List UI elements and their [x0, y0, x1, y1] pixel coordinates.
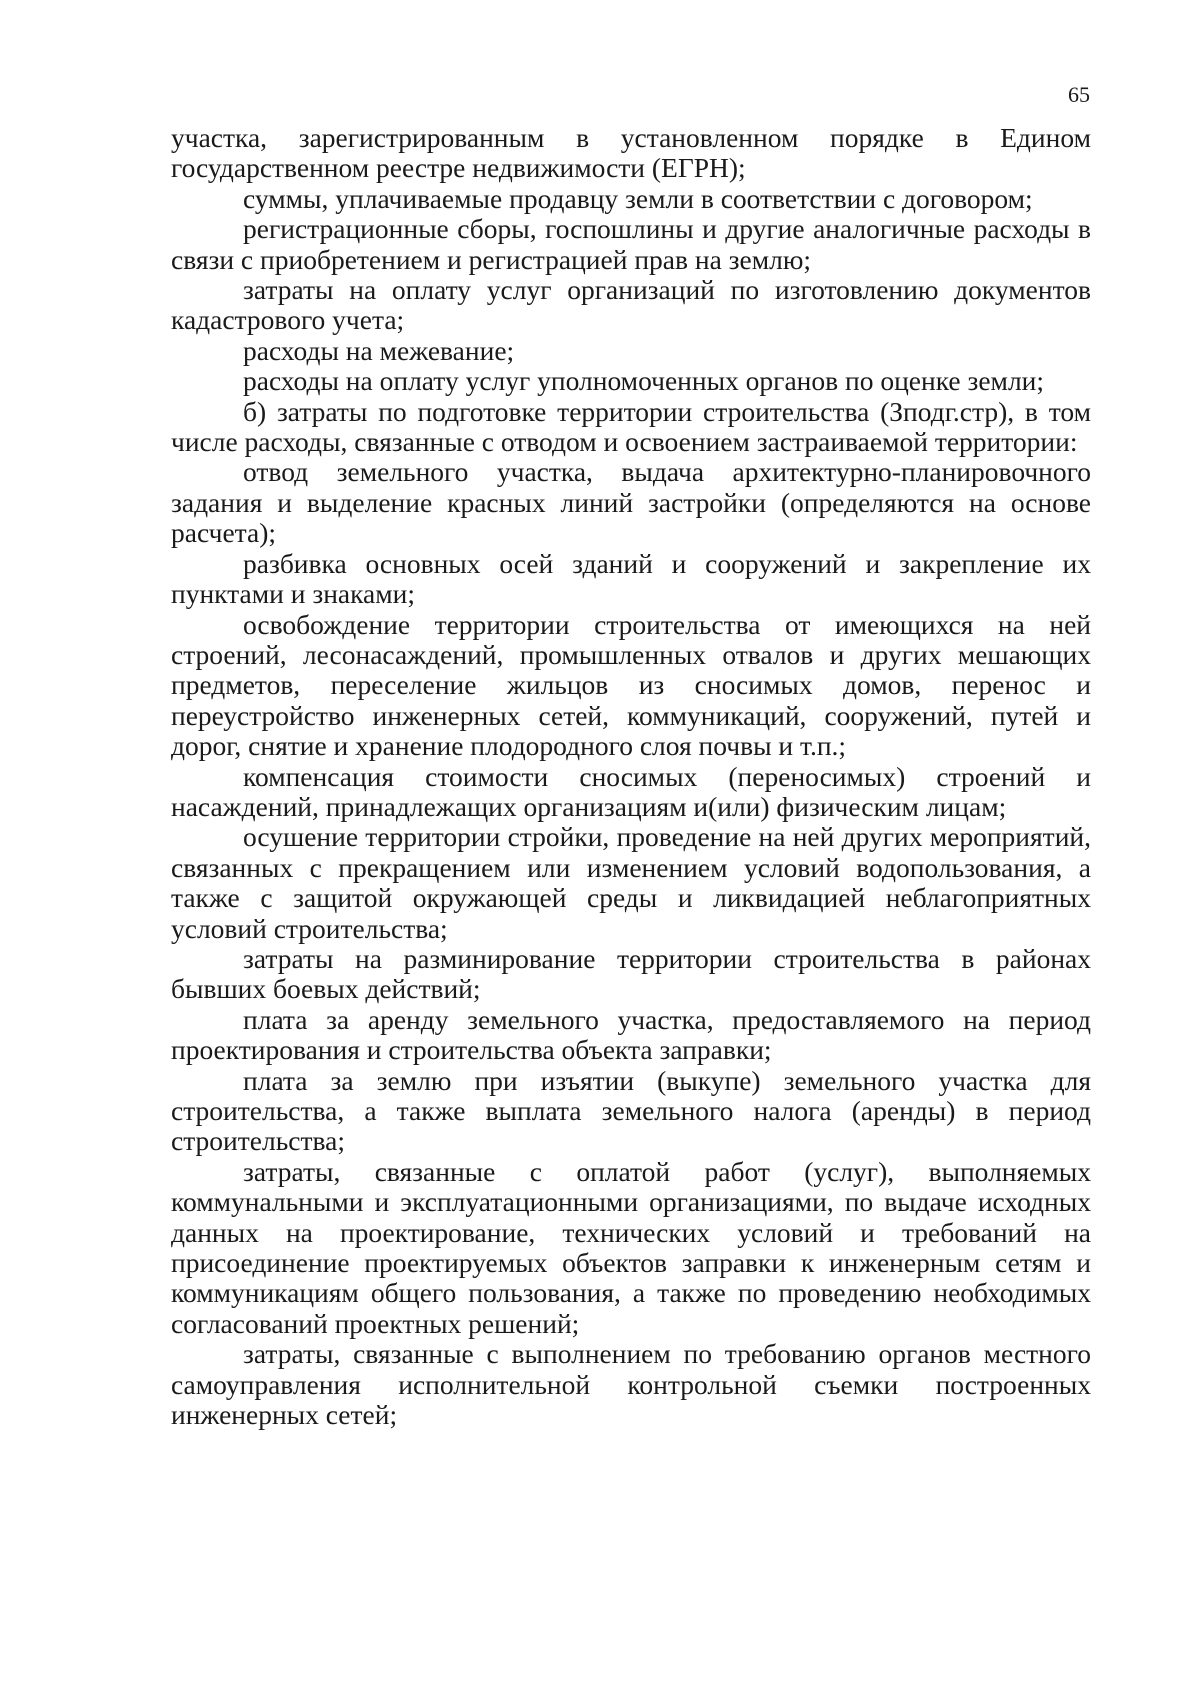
paragraph: суммы, уплачиваемые продавцу земли в соответствии с договором; — [243, 182, 1033, 214]
page-number: 65 — [1068, 82, 1090, 107]
paragraph: затраты, связанные с выполнением по требованию органов местного самоуправления исполнительной контрольной съемки построенных инженерных сетей; — [171, 1338, 1091, 1431]
paragraph: участка, зарегистрированным в установленном порядке в Едином государственном реестре недвижимости (ЕГРН); — [171, 122, 1091, 184]
paragraph: расходы на межевание; — [243, 334, 515, 366]
paragraph: отвод земельного участка, выдача архитектурно-планировочного задания и выделение красных линий застройки (определяются на основе расчета); — [171, 456, 1091, 549]
paragraph: затраты на оплату услуг организаций по изготовлению документов кадастрового учета; — [171, 274, 1091, 336]
paragraph: освобождение территории строительства от имеющихся на ней строений, лесонасаждений, промышленных отвалов и других мешающих предметов, переселение жильцов из сносимых домов, перенос и переустройство инженерных сетей, коммуникаций, сооружений, путей и дорог, снятие и хранение плодородного слоя почвы и т.п.; — [171, 608, 1091, 762]
paragraph: компенсация стоимости сносимых (переносимых) строений и насаждений, принадлежащих организациям и(или) физическим лицам; — [171, 760, 1091, 822]
document-body — [171, 123, 1091, 1430]
paragraph: б) затраты по подготовке территории строительства (Зподг.стр), в том числе расходы, связанные с отводом и освоением застраиваемой территории: — [171, 395, 1091, 458]
paragraph: регистрационные сборы, госпошлины и другие аналогичные расходы в связи с приобретением и регистрацией прав на землю; — [171, 213, 1091, 275]
paragraph: плата за аренду земельного участка, предоставляемого на период проектирования и строительства объекта заправки; — [171, 1003, 1091, 1066]
paragraph: затраты на разминирование территории строительства в районах бывших боевых действий; — [171, 942, 1091, 1005]
paragraph: затраты, связанные с оплатой работ (услуг), выполняемых коммунальными и эксплуатационными организациями, по выдаче исходных данных на проектирование, технических условий и требований на присоединение проектируемых объектов заправки к инженерным сетям и коммуникациям общего пользования, а также по проведению необходимых согласований проектных решений; — [171, 1155, 1091, 1339]
paragraph: разбивка основных осей зданий и сооружений и закрепление их пунктами и знаками; — [171, 547, 1091, 610]
paragraph: осушение территории стройки, проведение на ней других мероприятий, связанных с прекращением или изменением условий водопользования, а также с защитой окружающей среды и ликвидацией неблагоприятных условий строительства; — [171, 821, 1091, 944]
paragraph: плата за землю при изъятии (выкупе) земельного участка для строительства, а также выплата земельного налога (аренды) в период строительства; — [171, 1064, 1091, 1157]
paragraph: расходы на оплату услуг уполномоченных органов по оценке земли; — [243, 365, 1045, 397]
